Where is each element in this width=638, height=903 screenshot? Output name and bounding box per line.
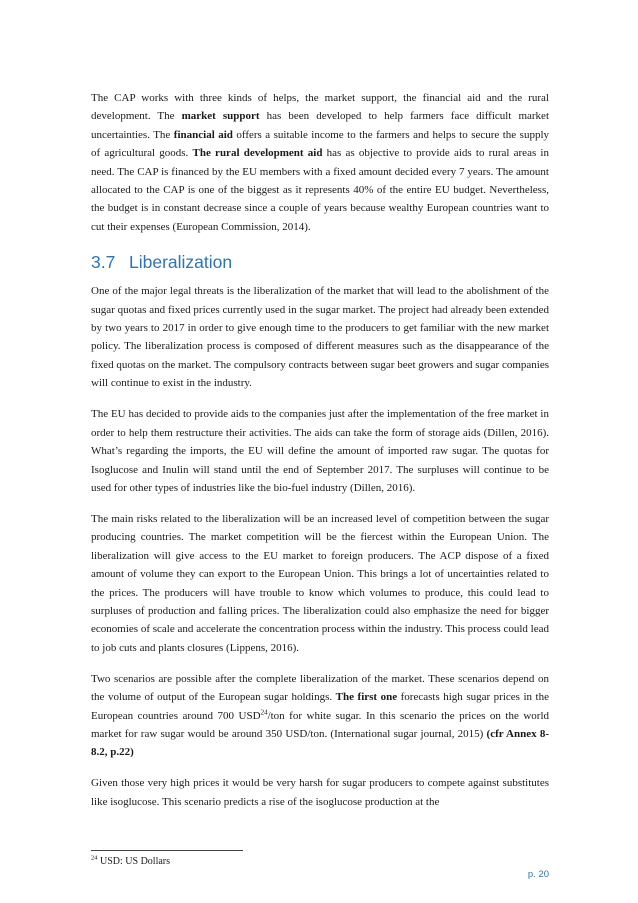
bold-term-rural-development-aid: The rural development aid — [192, 147, 323, 160]
text-run: The CAP works with three kinds of helps, the market support, the financial aid and the rural development. The — [91, 92, 549, 123]
text-run: offers a suitable income to the farmers and helps to secure the supply of agricultural goods. — [91, 128, 549, 160]
paragraph-legal-threats: One of the major legal threats is the liberalization of the market that will lead to the abolishment of the sugar quotas and fixed prices currently used in the sugar market. The project had already been extended by two years to 2017 in order to give enough time to the producers to get familiar with the new market policy. The liberalization process is composed of different measures such as the disappearance of the fixed quotas on the market. The compulsory contracts between sugar beet growers and sugar companies will continue to exist in the industry. — [91, 285, 549, 390]
page-number: p. 20 — [527, 869, 549, 880]
text-run: has been developed to help farmers face difficult market uncertainties. The — [91, 110, 550, 141]
footnote-separator — [91, 850, 243, 851]
paragraph-eu-aids: The EU has decided to provide aids to the companies just after the implementation of the free market in order to help them restructure their activities. The aids can take the form of storage aids (Dillen, 2016). What’s regarding the imports, the EU will define the amount of imported raw sugar. The quotas for Isoglucose and Inulin will stand until the end of September 2017. The surpluses will continue to be used for other types of industries like the bio-fuel industry (Dillen, 2016). — [91, 408, 549, 494]
text-run: Two scenarios are possible after the complete liberalization of the market. These scenarios depend on the volume of output of the European sugar holdings. — [91, 672, 549, 704]
paragraph-cap-helps — [91, 89, 549, 236]
paragraph-scenarios — [91, 670, 549, 762]
paragraph-main-risks: The main risks related to the liberalization will be an increased level of competition between the sugar producing countries. The market competition will be the fiercest within the European Union. The liberalization will give access to the EU market to foreign producers. The ACP dispose of a fixed amount of volume they can export to the European Union. This brings a lot of uncertainties related to the prices. The producers will have trouble to know which volumes to produce, this could lead to surpluses of production and falling prices. The liberalization could also emphasize the need for bigger economies of scale and accelerate the concentration process within the industry. This process could lead to job cuts and plants closures (Lippens, 2016). — [91, 512, 549, 654]
section-number: 3.7 — [91, 252, 116, 273]
footnote — [91, 855, 170, 868]
bold-term-market-support: market support — [181, 110, 260, 123]
bold-term-financial-aid: financial aid — [173, 128, 233, 141]
footnote-marker: 24 — [91, 854, 98, 862]
annex-reference: (cfr Annex 8-8.2, p.22) — [91, 727, 549, 759]
section-title: Liberalization — [129, 252, 233, 273]
text-run: /ton for white sugar. In this scenario the prices on the world market for raw sugar would be around 350 USD/ton. (International sugar journal, 2015) — [91, 709, 549, 740]
text-run: forecasts high sugar prices in the European countries around 700 USD — [91, 691, 549, 722]
bold-term-first-one: The first one — [335, 691, 398, 704]
paragraph-high-prices: Given those very high prices it would be very harsh for sugar producers to compete against substitutes like isoglucose. This scenario predicts a rise of the isoglucose production at the — [91, 777, 549, 808]
footnote-reference: 24 — [260, 707, 268, 716]
text-run: has as objective to provide aids to rural areas in need. The CAP is financed by the EU members with a fixed amount decided every 7 years. The amount allocated to the CAP is one of the biggest as it represents 40% of the entire EU budget. Nevertheless, the budget is in constant decrease since a couple of years because wealthy European countries want to cut their expenses (European Commission, 2014). — [91, 147, 549, 233]
footnote-text: USD: US Dollars — [97, 856, 171, 867]
section-heading — [91, 251, 549, 273]
